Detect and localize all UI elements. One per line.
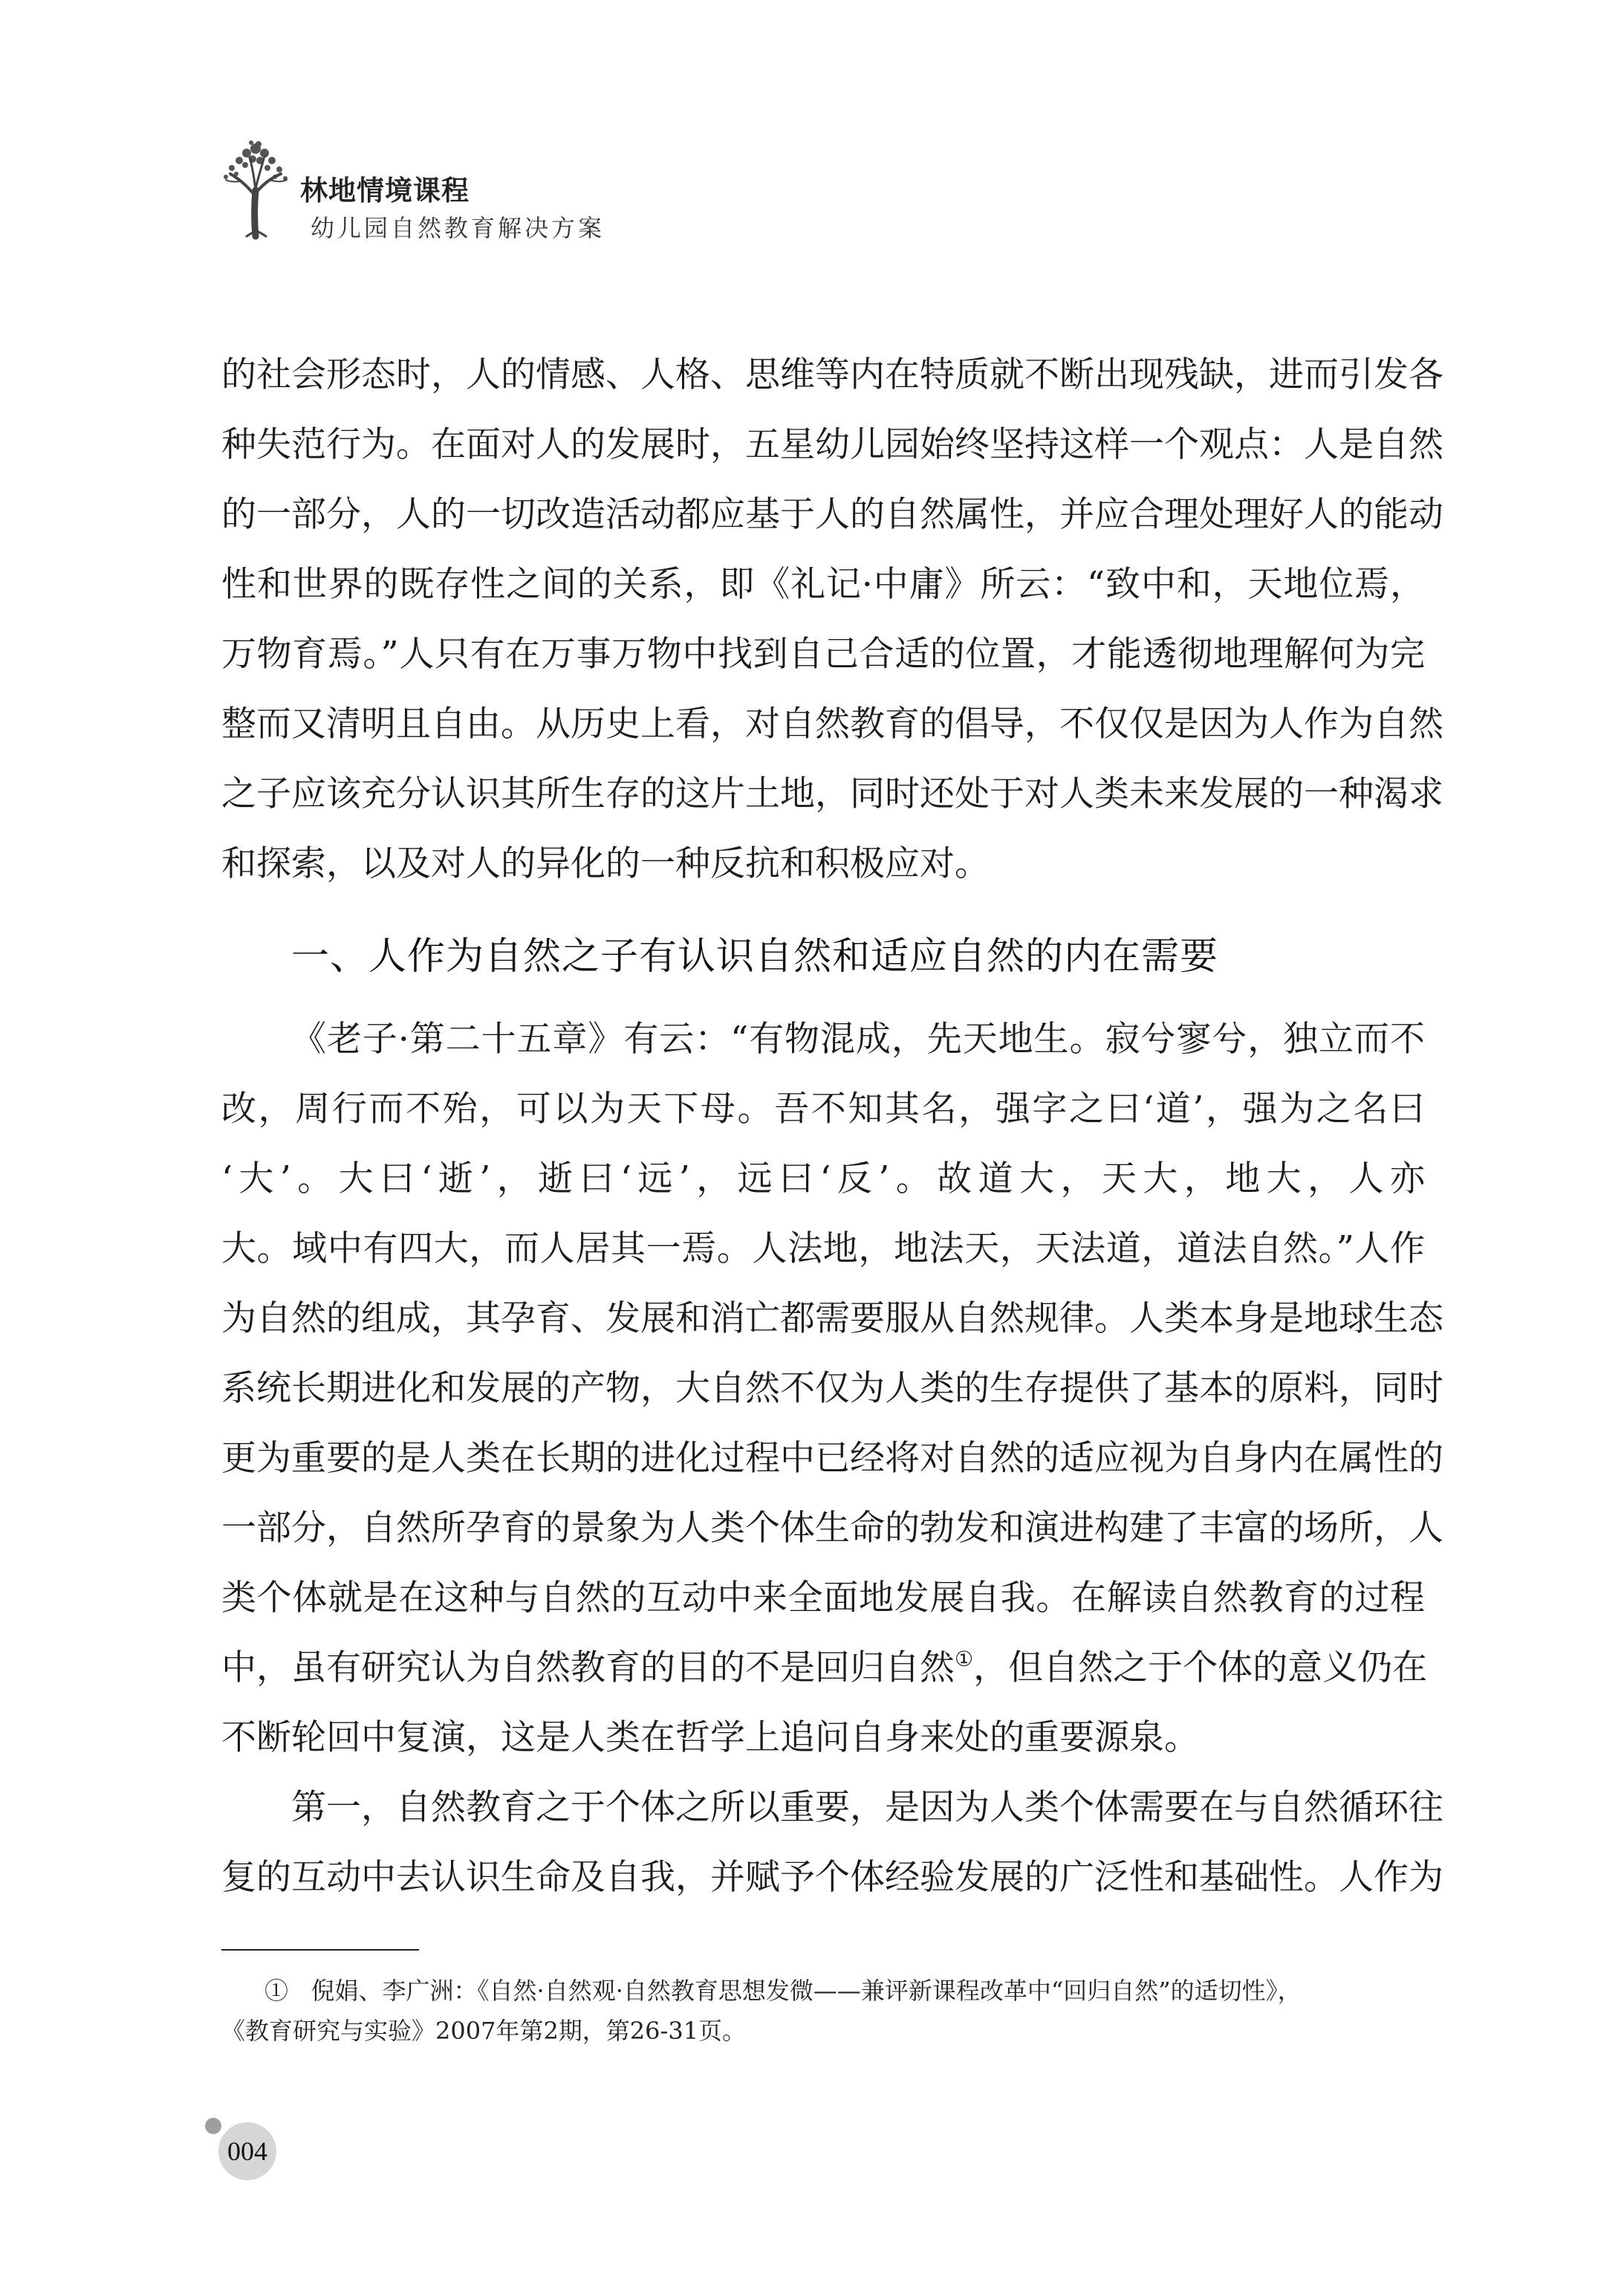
tree-logo-icon: [217, 138, 294, 242]
text-line: 种失范行为。在面对人的发展时，五星幼儿园始终坚持这样一个观点：人是自然: [221, 424, 1443, 465]
text-line: 的社会形态时，人的情感、人格、思维等内在特质就不断出现残缺，进而引发各: [221, 354, 1443, 395]
text-line: 的一部分，人的一切改造活动都应基于人的自然属性，并应合理处理好人的能动: [221, 494, 1443, 535]
footnote-line: 《教育研究与实验》2007年第2期，第26-31页。: [221, 2017, 747, 2045]
text-line: 改，周行而不殆，可以为天下母。吾不知其名，强字之曰‘道’，强为之名曰: [221, 1089, 1425, 1129]
text-line: 整而又清明且自由。从历史上看，对自然教育的倡导，不仅仅是因为人作为自然: [221, 704, 1443, 745]
text-line: ‘大’。大曰‘逝’，逝曰‘远’，远曰‘反’。故道大，天大，地大，人亦: [221, 1158, 1425, 1199]
text-line: 大。域中有四大，而人居其一焉。人法地，地法天，天法道，道法自然。”人作: [221, 1228, 1425, 1269]
text-line: 《老子·第二十五章》有云：“有物混成，先天地生。寂兮寥兮，独立而不: [291, 1019, 1425, 1060]
body-text: [221, 340, 1443, 1913]
text-line: 一部分，自然所孕育的景象为人类个体生命的勃发和演进构建了丰富的场所，人: [221, 1508, 1443, 1549]
header-title: 林地情境课程: [300, 174, 470, 207]
paragraph-3: [221, 1773, 1443, 1913]
text-line: 万物育焉。”人只有在万事万物中找到自己合适的位置，才能透彻地理解何为完: [221, 634, 1425, 675]
footnote-divider: [221, 1949, 419, 1951]
text-line: 之子应该充分认识其所生存的这片土地，同时还处于对人类未来发展的一种渴求: [221, 774, 1443, 814]
text-line: 系统长期进化和发展的产物，大自然不仅为人类的生存提供了基本的原料，同时: [221, 1368, 1443, 1409]
text-line: 更为重要的是人类在长期的进化过程中已经将对自然的适应视为自身内在属性的: [221, 1438, 1443, 1479]
text-line: 类个体就是在这种与自然的互动中来全面地发展自我。在解读自然教育的过程: [221, 1578, 1425, 1618]
footnote-reference[interactable]: ①: [955, 1647, 974, 1671]
paragraph-1: [221, 340, 1443, 899]
text-line: 性和世界的既存性之间的关系，即《礼记·中庸》所云：“致中和，天地位焉，: [221, 564, 1425, 605]
text-line: 和探索，以及对人的异化的一种反抗和积极应对。: [221, 843, 990, 884]
text-line-with-footnote: [221, 1633, 1428, 1703]
text-line: 第一，自然教育之于个体之所以重要，是因为人类个体需要在与自然循环往: [291, 1787, 1443, 1828]
running-header: [217, 138, 663, 257]
text-segment: 中，虽有研究认为自然教育的目的不是回归自然: [221, 1647, 955, 1688]
paragraph-2: [221, 1005, 1443, 1773]
footnote: [221, 1971, 1425, 2051]
footnote-line: [221, 1971, 1425, 2011]
page-number: 004: [227, 2136, 267, 2166]
text-segment: ，但自然之于个体的意义仍在: [973, 1647, 1428, 1688]
text-line: 为自然的组成，其孕育、发展和消亡都需要服从自然规律。人类本身是地球生态: [221, 1298, 1443, 1339]
footnote-marker: ①: [264, 1977, 289, 2005]
section-heading: 一、人作为自然之子有认识自然和适应自然的内在需要: [291, 935, 1219, 979]
header-subtitle: 幼儿园自然教育解决方案: [311, 214, 605, 242]
text-line: 复的互动中去认识生命及自我，并赋予个体经验发展的广泛性和基础性。人作为: [221, 1857, 1443, 1898]
footnote-text: 倪娟、李广洲：《自然·自然观·自然教育思想发微——兼评新课程改革中“回归自然”的适切性》，: [311, 1977, 1302, 2005]
text-line: 不断轮回中复演，这是人类在哲学上追问自身来处的重要源泉。: [221, 1717, 1199, 1758]
